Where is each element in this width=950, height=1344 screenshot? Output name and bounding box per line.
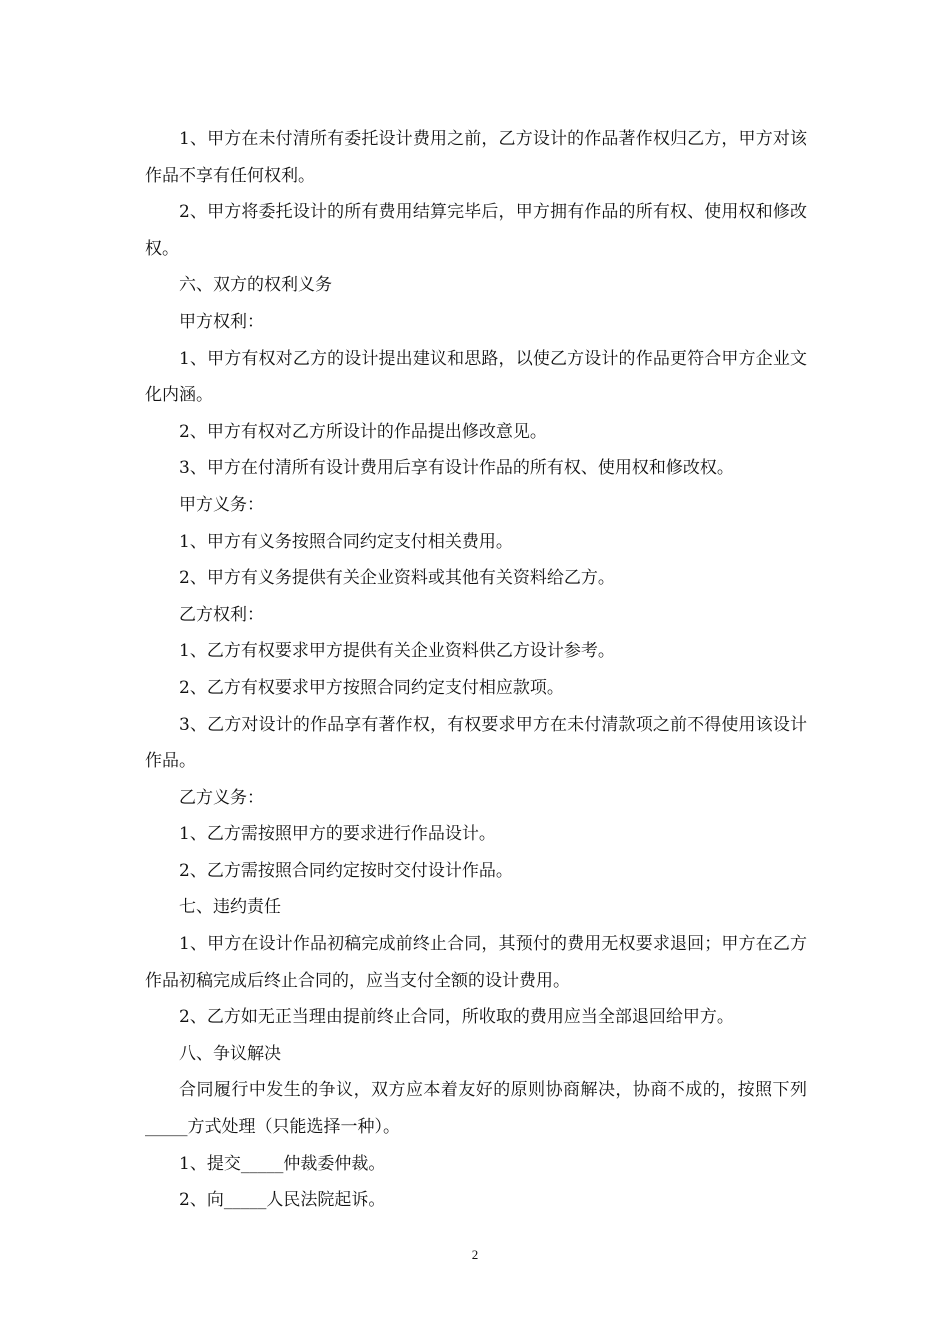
paragraph: 1、甲方在未付清所有委托设计费用之前，乙方设计的作品著作权归乙方，甲方对该作品不享有任何权利。 bbox=[145, 129, 807, 186]
subsection-heading: 甲方权利： bbox=[179, 311, 264, 332]
paragraph: 1、甲方有义务按照合同约定支付相关费用。 bbox=[179, 531, 513, 552]
subsection-heading: 甲方义务： bbox=[179, 494, 264, 515]
subsection-heading: 乙方权利： bbox=[179, 604, 264, 625]
document-body bbox=[145, 121, 807, 1219]
paragraph: 2、甲方有权对乙方所设计的作品提出修改意见。 bbox=[179, 421, 547, 442]
paragraph: 1、乙方有权要求甲方提供有关企业资料供乙方设计参考。 bbox=[179, 641, 615, 662]
paragraph: 2、乙方需按照合同约定按时交付设计作品。 bbox=[179, 860, 513, 881]
paragraph: 2、甲方有义务提供有关企业资料或其他有关资料给乙方。 bbox=[179, 568, 615, 589]
section-heading: 七、违约责任 bbox=[179, 897, 281, 918]
section-heading: 六、双方的权利义务 bbox=[179, 275, 332, 296]
paragraph: 1、甲方有权对乙方的设计提出建议和思路，以使乙方设计的作品更符合甲方企业文化内涵。 bbox=[145, 348, 807, 406]
paragraph: 2、甲方将委托设计的所有费用结算完毕后，甲方拥有作品的所有权、使用权和修改权。 bbox=[145, 202, 807, 259]
paragraph: 合同履行中发生的争议，双方应本着友好的原则协商解决，协商不成的，按照下列_____方式处理（只能选择一种）。 bbox=[145, 1080, 807, 1138]
paragraph: 1、甲方在设计作品初稿完成前终止合同，其预付的费用无权要求退回；甲方在乙方作品初稿完成后终止合同的，应当支付全额的设计费用。 bbox=[145, 934, 807, 991]
paragraph: 3、甲方在付清所有设计费用后享有设计作品的所有权、使用权和修改权。 bbox=[179, 458, 734, 479]
paragraph: 2、乙方有权要求甲方按照合同约定支付相应款项。 bbox=[179, 677, 564, 698]
paragraph: 2、乙方如无正当理由提前终止合同，所收取的费用应当全部退回给甲方。 bbox=[179, 1007, 734, 1028]
paragraph: 1、提交_____仲裁委仲裁。 bbox=[179, 1153, 386, 1174]
subsection-heading: 乙方义务： bbox=[179, 787, 264, 808]
paragraph: 2、向_____人民法院起诉。 bbox=[179, 1190, 386, 1211]
page-number: 2 bbox=[471, 1247, 479, 1262]
paragraph: 3、乙方对设计的作品享有著作权，有权要求甲方在未付清款项之前不得使用该设计作品。 bbox=[145, 714, 807, 772]
section-heading: 八、争议解决 bbox=[179, 1043, 281, 1064]
paragraph: 1、乙方需按照甲方的要求进行作品设计。 bbox=[179, 824, 496, 845]
